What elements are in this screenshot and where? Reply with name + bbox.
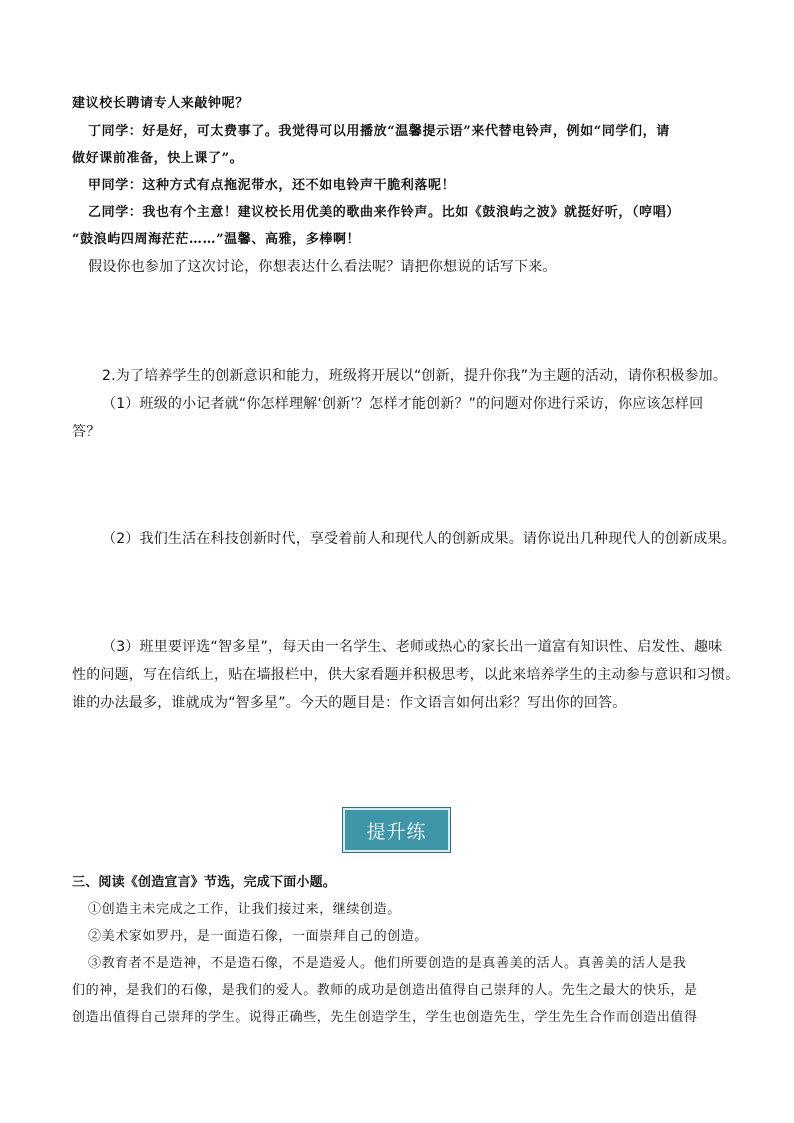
question-2-sub3-line-1: （3）班里要评选“智多星”，每天由一名学生、老师或热心的家长出一道富有知识性、启发性、趣味	[102, 639, 723, 655]
passage-paragraph-1: ①创造主未完成之工作，让我们接过来，继续创造。	[88, 902, 401, 917]
question-2-sub2: （2）我们生活在科技创新时代，享受着前人和现代人的创新成果。请你说出几种现代人的创新成果。	[102, 531, 736, 547]
question-prompt: 假设你也参加了这次讨论，你想表达什么看法呢？请把你想说的话写下来。	[88, 259, 557, 275]
passage-paragraph-3-line-2: 们的神，是我们的石像，是我们的爱人。教师的成功是创造出值得自己崇拜的人。先生之最大的快乐，是	[72, 983, 698, 998]
section-3-heading: 三、阅读《创造宣言》节选，完成下面小题。	[72, 875, 337, 890]
passage-paragraph-3-line-3: 创造出值得自己崇拜的学生。说得正确些，先生创造学生，学生也创造先生，学生先生合作而创造出值得	[72, 1010, 698, 1025]
question-2-sub3-line-2: 性的问题，写在信纸上，贴在墙报栏中，供大家看题并积极思考，以此来培养学生的主动参与意识和习惯。	[72, 667, 740, 683]
question-2-sub1-line-2: 答？	[72, 424, 101, 440]
section-badge-tisheng: 提升练	[342, 807, 451, 853]
passage-paragraph-3-line-1: ③教育者不是造神，不是造石像，不是造爱人。他们所要创造的是真善美的活人。真善美的活人是我	[88, 956, 687, 971]
question-2-sub3-line-3: 谁的办法最多，谁就成为“智多星”。今天的题目是：作文语言如何出彩？写出你的回答。	[72, 695, 627, 711]
student-yi-line-1: 乙同学：我也有个主意！建议校长用优美的歌曲来作铃声。比如《鼓浪屿之波》就挺好听，（哼唱）	[88, 205, 680, 220]
student-yi-line-2: “鼓浪屿四周海茫茫……”温馨、高雅，多棒啊！	[72, 232, 361, 247]
student-ding-line-1: 丁同学：好是好，可太费事了。我觉得可以用播放“温馨提示语”来代替电铃声，例如“同学们，请	[88, 124, 670, 139]
para-continuation: 建议校长聘请专人来敲钟呢？	[72, 96, 249, 111]
student-ding-line-2: 做好课前准备，快上课了”。	[72, 151, 244, 166]
question-2-intro: 2.为了培养学生的创新意识和能力，班级将开展以“创新，提升你我”为主题的活动，请你积极参加。	[102, 368, 728, 384]
question-2-sub1-line-1: （1）班级的小记者就“你怎样理解‘创新’？怎样才能创新？”的问题对你进行采访，你应该怎样回	[102, 396, 704, 412]
student-jia-line: 甲同学：这种方式有点拖泥带水，还不如电铃声干脆利落呢！	[88, 178, 456, 193]
passage-paragraph-2: ②美术家如罗丹，是一面造石像，一面崇拜自己的创造。	[88, 929, 429, 944]
